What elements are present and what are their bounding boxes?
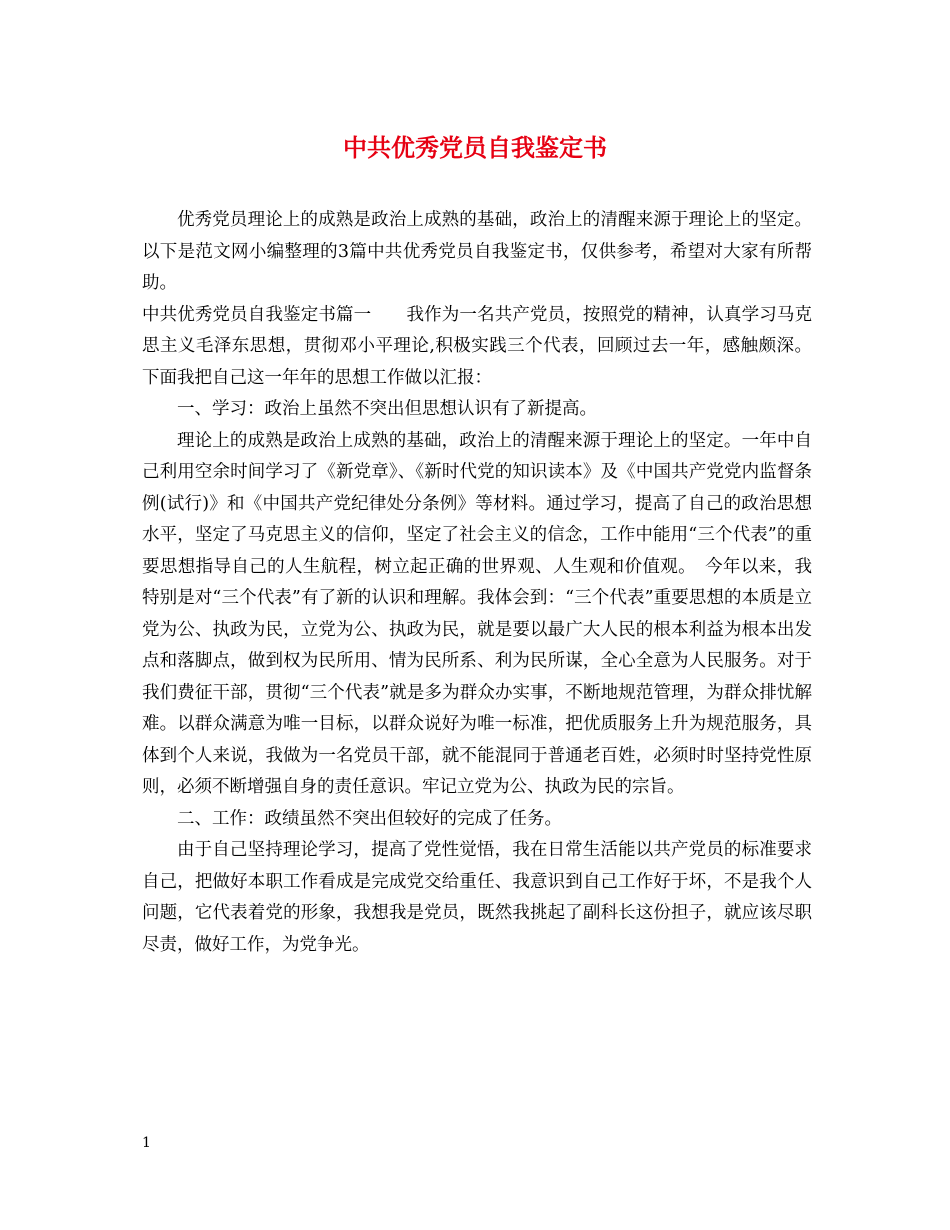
page-number: 1 <box>142 1135 151 1151</box>
work-paragraph: 由于自己坚持理论学习，提高了党性觉悟，我在日常生活能以共产党员的标准要求自己，把做好本职工作看成是完成党交给重任、我意识到自己工作好于坏，不是我个人问题，它代表着党的形象，我想我是党员，既然我挑起了副科长这份担子，就应该尽职尽责，做好工作，为党争光。 <box>142 840 812 955</box>
work-heading: 二、工作：政绩虽然不突出但较好的完成了任务。 <box>177 808 562 829</box>
document-title: 中共优秀党员自我鉴定书 <box>343 133 607 162</box>
section-one-paragraph: 中共优秀党员自我鉴定书篇一 我作为一名共产党员，按照党的精神，认真学习马克思主义毛泽东思想，贯彻邓小平理论,积极实践三个代表，回顾过去一年，感触颇深。下面我把自己这一年年的思想工作做以汇报： <box>142 304 812 388</box>
intro-paragraph: 优秀党员理论上的成熟是政治上成熟的基础，政治上的清醒来源于理论上的坚定。以下是范文网小编整理的3篇中共优秀党员自我鉴定书，仅供参考，希望对大家有所帮助。 <box>142 210 812 293</box>
study-heading: 一、学习：政治上虽然不突出但思想认识有了新提高。 <box>177 399 597 419</box>
document-body <box>142 205 812 961</box>
study-paragraph: 理论上的成熟是政治上成熟的基础，政治上的清醒来源于理论上的坚定。一年中自己利用空余时间学习了《新党章》、《新时代党的知识读本》及《中国共产党党内监督条例(试行)》和《中国共产党纪律处分条例》等材料。通过学习，提高了自己的政治思想水平，坚定了马克思主义的信仰，坚定了社会主义的信念，工作中能用“三个代表”的重要思想指导自己的人生航程，树立起正确的世界观、人生观和价值观。 今年以来，我特别是对“三个代表”有了新的认识和理解。我体会到：“三个代表”重要思想的本质是立党为公、执政为民，立党为公、执政为民，就是要以最广大人民的根本利益为根本出发点和落脚点，做到权为民所用、情为民所系、利为民所谋，全心全意为人民服务。对于我们费征干部，贯彻“三个代表”就是多为群众办实事，不断地规范管理，为群众排忧解难。以群众满意为唯一目标，以群众说好为唯一标准，把优质服务上升为规范服务，具体到个人来说，我做为一名党员干部，就不能混同于普通老百姓，必须时时坚持党性原则，必须不断增强自身的责任意识。牢记立党为公、执政为民的宗旨。 <box>142 430 812 797</box>
